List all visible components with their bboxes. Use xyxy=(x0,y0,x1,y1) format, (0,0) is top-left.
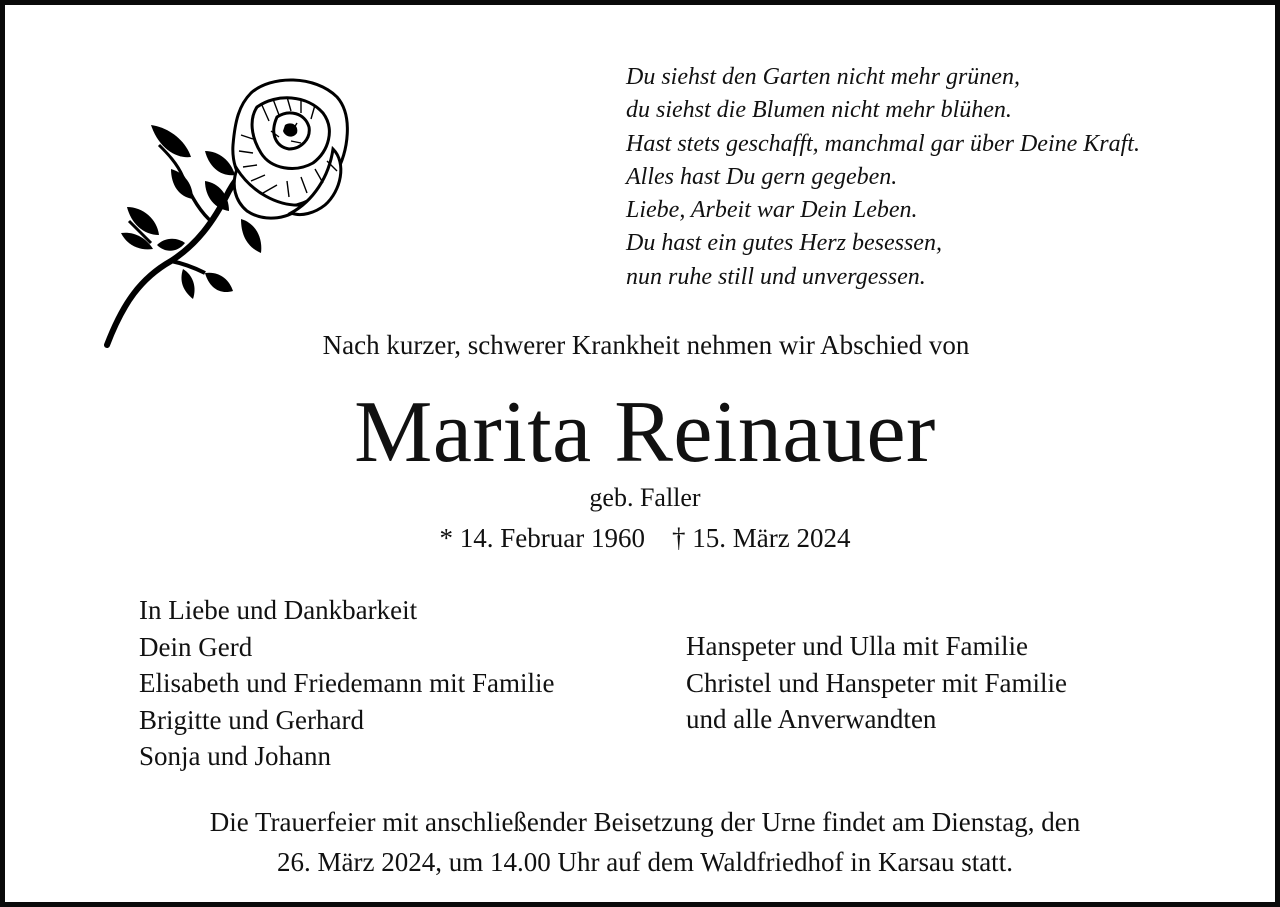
mourner-line: Hanspeter und Ulla mit Familie xyxy=(686,631,1028,661)
mourners-list-right xyxy=(686,628,1067,738)
poem-line: Du siehst den Garten nicht mehr grünen, xyxy=(626,64,1020,90)
service-notice xyxy=(5,802,1280,882)
service-notice-line: Die Trauerfeier mit anschließender Beisetzung der Urne findet am Dienstag, den xyxy=(209,807,1081,837)
poem xyxy=(626,61,1266,294)
mourners-list-left xyxy=(139,592,554,775)
farewell-intro: Nach kurzer, schwerer Krankheit nehmen wir Abschied von xyxy=(322,330,970,360)
service-notice-line: 26. März 2024, um 14.00 Uhr auf dem Waldfriedhof in Karsau statt. xyxy=(277,847,1013,877)
mourner-line: Elisabeth und Friedemann mit Familie xyxy=(139,668,555,698)
poem-line: nun ruhe still und unvergessen. xyxy=(626,263,926,290)
poem-line: Liebe, Arbeit war Dein Leben. xyxy=(626,197,918,224)
life-dates: * 14. Februar 1960 † 15. März 2024 xyxy=(439,523,851,553)
mourner-line: Brigitte und Gerhard xyxy=(139,704,364,735)
mourner-line: Sonja und Johann xyxy=(139,741,331,771)
poem-line: Alles hast Du gern gegeben. xyxy=(626,163,898,190)
poem-line: du siehst die Blumen nicht mehr blühen. xyxy=(626,97,1012,124)
maiden-name: geb. Faller xyxy=(589,483,701,512)
poem-line: Du hast ein gutes Herz besessen, xyxy=(626,230,942,257)
mourner-line: Christel und Hanspeter mit Familie xyxy=(686,667,1067,698)
mourner-line: Dein Gerd xyxy=(139,631,253,662)
poem-line: Hast stets geschafft, manchmal gar über Deine Kraft. xyxy=(626,130,1140,157)
mourner-line: In Liebe und Dankbarkeit xyxy=(139,595,418,625)
mourner-line: und alle Anverwandten xyxy=(686,704,937,734)
rose-icon xyxy=(101,73,351,353)
deceased-name: Marita Reinauer xyxy=(354,384,936,481)
